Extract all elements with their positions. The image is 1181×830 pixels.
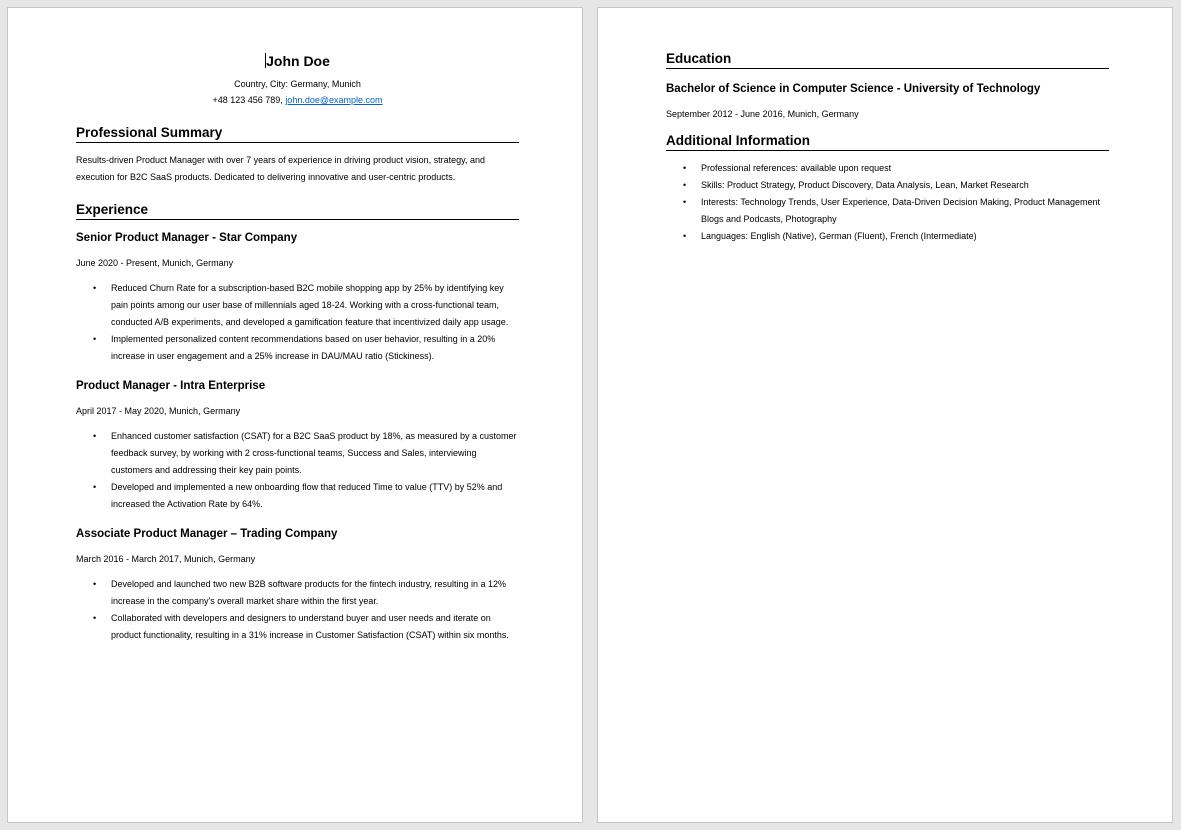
bullet-icon: • [93,579,97,589]
section-title-summary: Professional Summary [76,124,519,143]
name-text: John Doe [266,53,330,69]
bullet-text: Collaborated with developers and designers to understand buyer and user needs and iterate on product functionality, resulting in a 31% increase in Customer Satisfaction (CSAT) within six months. [111,613,509,640]
bullet-icon: • [683,163,687,173]
list-item [666,160,1109,177]
job-entry [76,230,519,365]
job-dates: June 2020 - Present, Munich, Germany [76,258,234,268]
list-item [76,610,519,644]
job-title: Product Manager - Intra Enterprise [76,380,266,392]
bullet-icon: • [93,334,97,344]
bullet-icon: • [683,197,687,207]
list-item [666,194,1109,228]
list-item [76,331,519,365]
job-bullets [76,576,519,644]
bullet-text: Developed and launched two new B2B software products for the fintech industry, resulting in a 12% increase in the company's overall market share within the first year. [111,579,507,606]
section-title-education: Education [666,50,1109,69]
bullet-icon: • [93,613,97,623]
bullet-icon: • [683,180,687,190]
bullet-text: Reduced Churn Rate for a subscription-based B2C mobile shopping app by 25% by identifying key pain points among our user base of millennials aged 18-24. Working with a cross-functional team, conducted A/B experiments, and developed a gamification feature that incentivized daily app usage. [111,283,509,327]
page-2 [597,7,1173,823]
info-text: Interests: Technology Trends, User Experience, Data-Driven Decision Making, Product Management Blogs and Podcasts, Photography [701,197,1101,224]
job-entry [76,526,519,644]
list-item [76,479,519,513]
page-2-content [666,8,1109,245]
job-title: Associate Product Manager – Trading Company [76,528,338,540]
resume-name[interactable] [76,51,519,71]
list-item [76,576,519,610]
contact-line [76,92,519,108]
phone-text: +48 123 456 789, [212,95,286,105]
additional-info-list [666,160,1109,245]
info-text: Languages: English (Native), German (Fluent), French (Intermediate) [701,231,977,241]
job-dates: March 2016 - March 2017, Munich, Germany [76,554,256,564]
list-item [666,228,1109,245]
bullet-text: Developed and implemented a new onboarding flow that reduced Time to value (TTV) by 52% and increased the Activation Rate by 64%. [111,482,503,509]
list-item [76,428,519,479]
degree-title: Bachelor of Science in Computer Science - University of Technology [666,83,1041,95]
page-1 [7,7,583,823]
info-text: Professional references: available upon request [701,163,892,173]
section-title-additional: Additional Information [666,132,1109,151]
bullet-icon: • [93,283,97,293]
job-title: Senior Product Manager - Star Company [76,232,298,244]
page-1-content [76,8,519,644]
info-text: Skills: Product Strategy, Product Discovery, Data Analysis, Lean, Market Research [701,180,1029,190]
bullet-text: Enhanced customer satisfaction (CSAT) for a B2C SaaS product by 18%, as measured by a customer feedback survey, by working with 2 cross-functional teams, Success and Sales, interviewing customers and addressing their key pain points. [111,431,517,475]
bullet-icon: • [93,482,97,492]
list-item [76,280,519,331]
email-link[interactable]: john.doe@example.com [285,95,383,105]
summary-text: Results-driven Product Manager with over 7 years of experience in driving product vision, strategy, and execution for B2C SaaS products. Dedicated to delivering innovative and user-centric products. [76,155,486,182]
job-dates: April 2017 - May 2020, Munich, Germany [76,406,241,416]
bullet-icon: • [683,231,687,241]
section-title-experience: Experience [76,201,519,220]
job-bullets [76,280,519,365]
location-line: Country, City: Germany, Munich [234,79,361,89]
list-item [666,177,1109,194]
education-dates: September 2012 - June 2016, Munich, Germany [666,109,859,119]
bullet-icon: • [93,431,97,441]
job-bullets [76,428,519,513]
bullet-text: Implemented personalized content recommendations based on user behavior, resulting in a 20% increase in user engagement and a 25% increase in DAU/MAU ratio (Stickiness). [111,334,496,361]
job-entry [76,378,519,513]
